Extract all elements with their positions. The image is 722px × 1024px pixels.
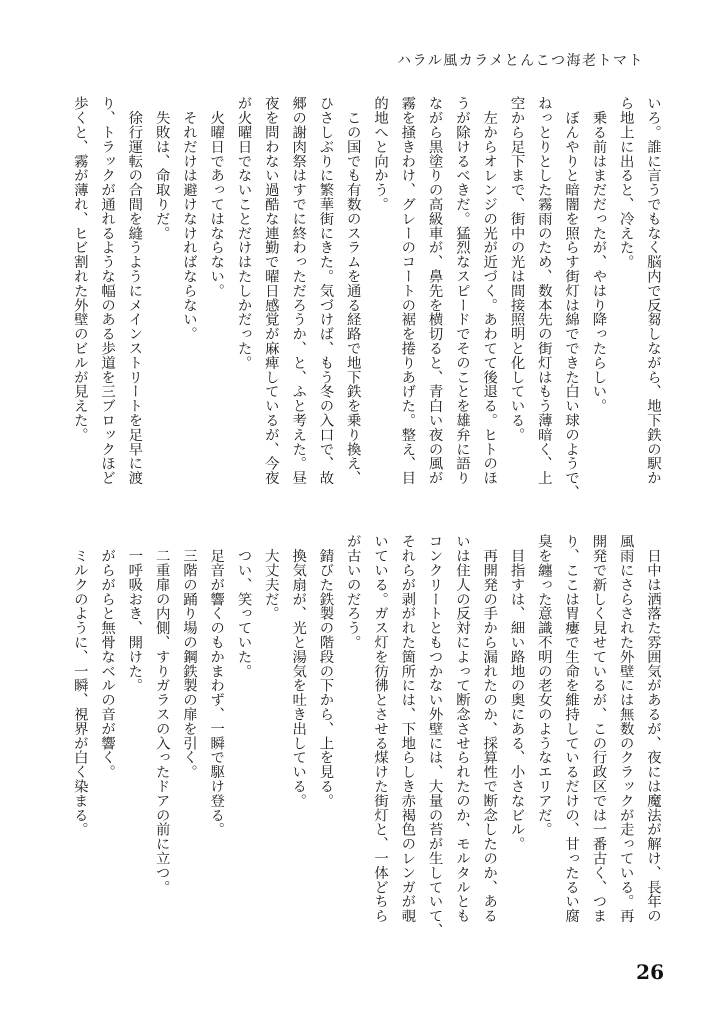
text-line: り、トラックが通れるような幅のある歩道を三ブロックほど	[99, 96, 116, 485]
text-line: 失敗は、命取りだ。	[153, 96, 170, 240]
text-line: ミルクのように、一瞬、視界が白く染まる。	[71, 534, 88, 837]
text-line: 目指すは、細い路地の奥にある、小さなビル。	[508, 534, 525, 851]
text-line: ながら黒塗りの高級車が、鼻先を横切ると、青白い夜の風が	[426, 96, 443, 485]
text-line: が古いのだろう。	[344, 534, 361, 650]
text-line: 開発で新しく見せているが、この行政区では一番古く、つま	[590, 534, 607, 923]
text-line: がらがらと無骨なベルの音が響く。	[99, 534, 116, 779]
text-line: 左からオレンジの光が近づく。あわてて後退る。ヒトのほ	[481, 96, 498, 485]
text-line: 三階の踊り場の鋼鉄製の扉を引く。	[180, 534, 197, 779]
upper-text-block	[71, 96, 666, 500]
text-line: いている。ガス灯を彷彿とさせる煤けた街灯と、一体どちら	[372, 534, 389, 923]
text-line: ひさしぶりに繁華街にきた。気づけば、もう冬の入口で、故	[317, 96, 334, 485]
text-line: 火曜日であってはならない。	[208, 96, 225, 298]
text-line: 乗る前はまだだったが、やはり降ったらしい。	[590, 96, 607, 413]
text-line: ぼんやりと暗闇を照らす街灯は綿でできた白い球のようで、	[563, 96, 580, 500]
text-line: つい、笑っていた。	[235, 534, 252, 678]
text-line: うが除けるべきだ。猛烈なスピードでそのことを雄弁に語り	[453, 96, 470, 485]
text-line: 風雨にさらされた外壁には無数のクラックが走っている。再	[617, 534, 634, 923]
text-line: それらが剥がれた箇所には、下地らしき赤褐色のレンガが覗	[399, 534, 416, 923]
text-line: 錆びた鉄製の階段の下から、上を見る。	[317, 534, 334, 808]
text-line: 歩くと、霧が薄れ、ヒビ割れた外壁のビルが見えた。	[71, 96, 88, 442]
text-line: 大丈夫だ。	[262, 534, 279, 621]
text-line: この国でも有数のスラムを通る経路で地下鉄を乗り換え、	[344, 96, 361, 485]
text-line: 空から足下まで、街中の光は間接照明と化している。	[508, 96, 525, 442]
text-line: 徐行運転の合間を縫うようにメインストリートを足早に渡	[126, 96, 143, 485]
text-line: いは住人の反対によって断念させられたのか、モルタルとも	[453, 534, 470, 923]
text-line: 二重扉の内側、すりガラスの入ったドアの前に立つ。	[153, 534, 170, 894]
text-line: り、ここは胃瘻で生命を維持しているだけの、甘ったるい腐	[563, 534, 580, 923]
text-line: 霧を掻きわけ、グレーのコートの裾を捲りあげた。整え、目	[399, 96, 416, 485]
text-line: 再開発の手から漏れたのか、採算性で断念したのか、ある	[481, 534, 498, 923]
text-line: 日中は洒落た雰囲気があるが、夜には魔法が解け、長年の	[645, 534, 661, 923]
lower-text-block	[71, 534, 666, 938]
text-line: 足音が響くのもかまわず、一瞬で駆け登る。	[208, 534, 225, 837]
page-number: 26	[636, 960, 664, 984]
text-line: コンクリートともつかない外壁には、大量の苔が生していて、	[426, 534, 443, 938]
text-line: 換気扇が、光と湯気を吐き出している。	[290, 534, 307, 808]
text-line: いろ。誰に言うでもなく脳内で反芻しながら、地下鉄の駅か	[645, 96, 661, 485]
text-line: が火曜日でないことだけはたしかだった。	[235, 96, 252, 370]
text-line: それだけは避けなければならない。	[180, 96, 197, 341]
text-line: 一呼吸おき、開けた。	[126, 534, 143, 693]
text-line: 郷の謝肉祭はすでに終わっただろうか、と、ふと考えた。昼	[290, 96, 307, 485]
running-title: ハラル風カラメとんこつ海老トマト	[397, 53, 644, 69]
text-line: 夜を問わない過酷な連勤で曜日感覚が麻痺しているが、今夜	[262, 96, 279, 485]
text-line: 的地へと向かう。	[372, 96, 389, 212]
text-line: 臭を纏った意識不明の老女のようなエリアだ。	[535, 534, 552, 837]
text-line: ら地上に出ると、冷えた。	[617, 96, 634, 269]
text-line: ねっとりとした霧雨のため、数本先の街灯はもう薄暗く、上	[535, 96, 552, 485]
